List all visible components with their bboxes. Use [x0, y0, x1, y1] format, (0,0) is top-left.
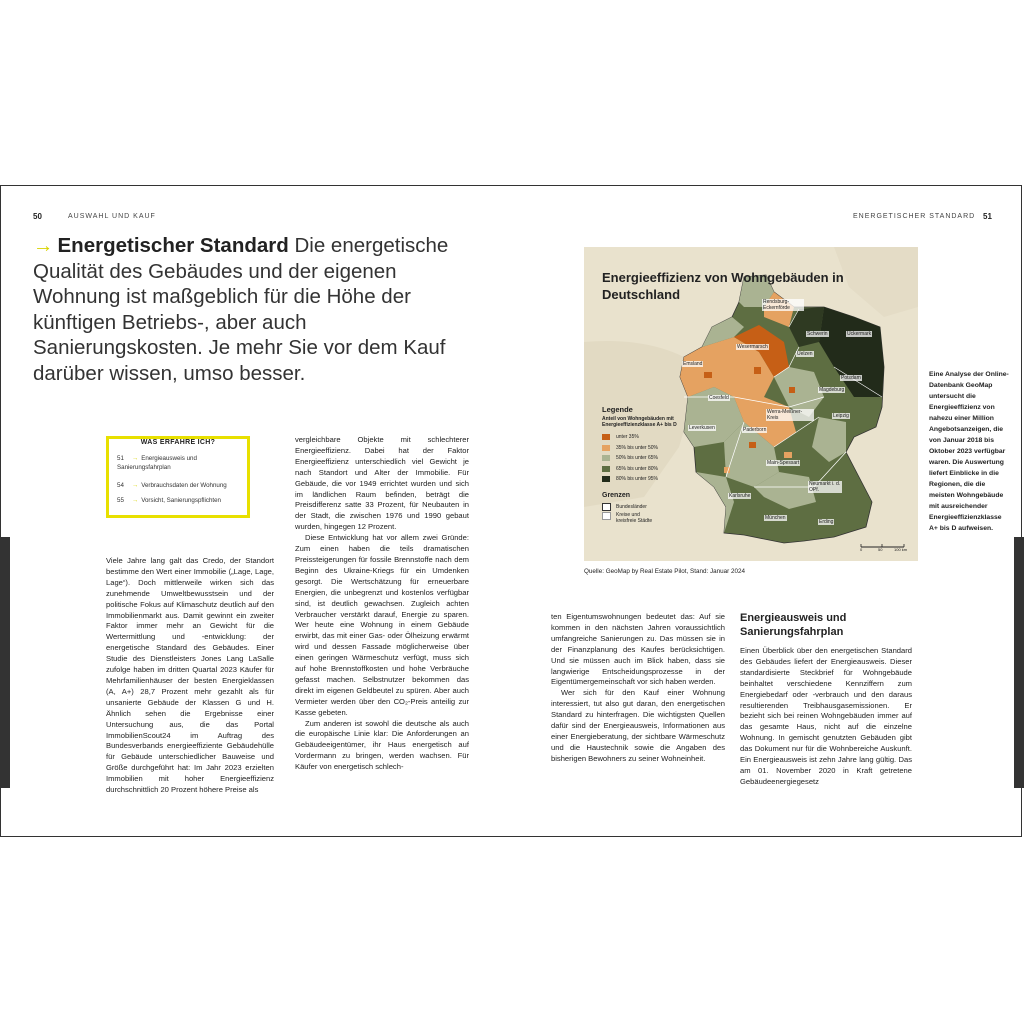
- map-title: Energieeffizienz von Wohngebäuden in Deutschland: [602, 270, 844, 302]
- info-box-title: WAS ERFAHRE ICH?: [136, 439, 220, 446]
- info-box-item[interactable]: [117, 496, 247, 505]
- info-box-item[interactable]: [117, 454, 247, 472]
- energy-map: [584, 247, 918, 561]
- border-swatch: [602, 503, 611, 511]
- paragraph: Zum anderen ist sowohl die deutsche als auch die europäische Linie klar: Die Anforderungen an Gebäudeeigentümer, ihr Haus energetisch auf Vordermann zu bringen, werden wachsen. Für Käufer von energetisch schlech-: [295, 718, 469, 772]
- page-number-right: 51: [983, 212, 992, 221]
- city-label: Uckermark: [847, 331, 872, 337]
- running-head-right: ENERGETISCHER STANDARD: [853, 213, 976, 220]
- legend-swatch: [602, 445, 610, 451]
- city-label: Emsland: [683, 361, 703, 367]
- legend-item: 80% bis unter 95%: [602, 474, 702, 485]
- city-label: Leverkusen: [689, 425, 715, 431]
- border-item: Kreise und kreisfreie Städte: [602, 512, 702, 526]
- paragraph: Diese Entwicklung hat vor allem zwei Gründe: Zum einen haben die teils dramatischen Preissteigerungen für fossile Brennstoffe nach dem Beginn des Ukraine-Kriegs für ein Umdenken gesorgt. Die Wertschätzung für erneuerbare Energien, die unbegrenzt und kostenlos verfügbar sind, ist deutlich gewachsen. Zugleich achten Verbraucher verstärkt darauf, Energie zu sparen. Wer heute eine Wohnung in einem Gebäude erwirbt, das mit einer Gas- oder Ölheizung erwärmt wird und dessen Fassade möglicherweise über einen geringen Wärmeschutz verfügt, muss sich auf hohe Brennstoffkosten und hohe Verbräuche gefasst machen. Selbstnutzer bekommen das direkt im eigenen Geldbeutel zu spüren. Aber auch Vermieter werden über den CO₂-Preis anteilig zur Kasse gebeten.: [295, 533, 469, 717]
- city-label: Karlsruhe: [729, 493, 751, 499]
- info-box: [106, 436, 250, 518]
- info-item-text: Vorsicht, Sanierungspflichten: [141, 497, 221, 504]
- city-label: München: [765, 515, 786, 521]
- headline-text: Die energetische Qualität des Gebäudes und der eigenen Wohnung ist maßgeblich für die Höhe der künftigen Betriebs-, aber auch Sanierungskosten. Je mehr Sie vor dem Kauf darüber wissen, umso besser.: [33, 234, 449, 385]
- scale-label: 100 km: [894, 547, 908, 552]
- map-legend: [602, 405, 702, 526]
- legend-swatch: [602, 476, 610, 482]
- legend-subtitle: Anteil von Wohngebäuden mit Energieeffizienzklasse A+ bis D: [602, 416, 677, 428]
- page-number-left: 50: [33, 212, 42, 221]
- running-head-left: AUSWAHL UND KAUF: [68, 213, 156, 220]
- headline-title: Energetischer Standard: [57, 234, 289, 257]
- city-label: Paderborn: [743, 427, 767, 433]
- legend-swatch: [602, 455, 610, 461]
- legend-item: unter 35%: [602, 432, 702, 443]
- city-label: Uelzen: [797, 351, 813, 357]
- paragraph: vergleichbare Objekte mit schlechterer Energieeffizienz. Dabei hat der Faktor Energieeffizienz unterschiedlich viel Gewicht je nach Standort und Alter der Immobilie. Für Gebäude, die vor 1949 errichtet wurden und sich im ländlichen Raum befinden, beträgt die Preisdifferenz satte 33 Prozent, für Neubauten in der Stadt, die zwischen 1976 und 1990 gebaut wurden, hingegen 12 Prozent.: [295, 435, 469, 532]
- city-label: Leipzig: [833, 413, 849, 419]
- legend-title: Legende: [602, 405, 633, 414]
- city-label: Main-Spessart: [767, 460, 800, 466]
- arrow-icon: →: [33, 234, 54, 257]
- city-label: Neumarkt i. d. OPf.: [809, 481, 841, 493]
- city-label: Potsdam: [841, 375, 861, 381]
- body-column-3: [551, 612, 725, 765]
- body-column-1: [106, 556, 274, 796]
- city-label: Werra-Meißner-Kreis: [766, 409, 814, 421]
- legend-item: 50% bis unter 65%: [602, 453, 702, 464]
- borders-title: Grenzen: [602, 491, 631, 499]
- legend-item: 35% bis unter 50%: [602, 443, 702, 454]
- arrow-icon: →: [132, 497, 139, 504]
- right-edge-tab: [1014, 537, 1024, 788]
- legend-item: 65% bis unter 80%: [602, 464, 702, 475]
- arrow-icon: →: [132, 455, 139, 462]
- body-column-2: [295, 435, 469, 773]
- section-heading: Energieausweis und Sanierungsfahrplan: [740, 612, 847, 638]
- city-label: Schwerin: [807, 331, 828, 337]
- city-label: Erding: [819, 519, 834, 525]
- scale-label: 0: [860, 547, 863, 552]
- city-label: Magdeburg: [819, 387, 845, 393]
- map-sidenote: Eine Analyse der Online-Datenbank GeoMap untersucht die Energieeffizienz von nahezu einer Million Angebotsanzeigen, die von Januar 2018 bis Oktober 2023 verfügbar waren. Die Auswertung liefert Einblicke in die Regionen, die die meisten Wohngebäude mit ausreichender Energieeffizienzklasse A+ bis D aufweisen.: [929, 371, 1009, 532]
- border-item: Bundesländer: [602, 502, 702, 513]
- scale-label: 50: [878, 547, 883, 552]
- body-column-4: [740, 646, 912, 788]
- city-label: Rendsburg-Eckernförde: [762, 299, 804, 311]
- city-label: Wesermarsch: [737, 344, 768, 350]
- info-box-item[interactable]: [117, 481, 247, 490]
- info-item-page: 51: [117, 455, 124, 462]
- city-label: Coesfeld: [709, 395, 729, 401]
- info-item-text: Energieausweis und Sanierungsfahrplan: [117, 455, 197, 471]
- info-item-page: 54: [117, 482, 124, 489]
- info-item-text: Verbrauchsdaten der Wohnung: [141, 482, 227, 489]
- paragraph: Wer sich für den Kauf einer Wohnung interessiert, tut also gut daran, den energetischen Standard zu hinterfragen. Die wichtigsten Quellen dafür sind der Energieausweis, Informationen aus einer Energieberatung, der sichtbare Wärmeschutz und die Haustechnik sowie die Angaben des bisherigen Bewohners zu seiner Wohneinheit.: [551, 688, 725, 763]
- paragraph: Viele Jahre lang galt das Credo, der Standort bestimme den Wert einer Immobilie („Lage, Lage, Lage“). Doch mittlerweile wirken sich das zunehmende Umweltbewusstsein und der politische Fokus auf Klimaschutz deutlich auf den Immobilienmarkt aus. Damit gewinnt ein zweiter Faktor immer mehr an Gewicht für die Wertermittlung und -entwicklung: der energetische Standard des Gebäudes. Einer Studie des Dienstleisters Jones Lang LaSalle zufolge haben im dritten Quartal 2023 Käufer für Mehrfamilienhäuser der besten Energieklassen (A, A+) 28,7 Prozent mehr gezahlt als für unsanierte Gebäude der Klassen G und H. Ähnlich sehen die Ergebnisse einer Untersuchung aus, die das Portal ImmobilienScout24 im Auftrag des Bundesverbands energieeffiziente Gebäudehülle für Gebäude unterschiedlicher Bauweise und Größe durchgeführt hat: Im Jahr 2023 erzielten Immobilien mit hoher Energieeffizienz durchschnittlich 20 Prozent höhere Preise als: [106, 556, 274, 795]
- arrow-icon: →: [132, 482, 139, 489]
- paragraph: ten Eigentumswohnungen bedeutet das: Auf sie kommen in den nächsten Jahren voraussichtlich umfangreiche Sanierungen zu. Das müssen sie in der Finanzplanung des Kaufes berücksichtigen. Und sie müssen auch im Blick haben, dass sie langwierige Entscheidungsprozesse in der Eigentümergemeinschaft vor sich haben werden.: [551, 612, 725, 687]
- info-item-page: 55: [117, 497, 124, 504]
- map-caption: Quelle: GeoMap by Real Estate Pilot, Stand: Januar 2024: [584, 568, 746, 575]
- legend-swatch: [602, 466, 610, 472]
- paragraph: Einen Überblick über den energetischen Standard des Gebäudes liefert der Energieausweis. Dieser standardisierte Steckbrief für Wohngebäude beinhaltet verschiedene Kennziffern zum Energiebedarf oder -verbrauch und den daraus resultierenden Treibhausgasemissionen. Er bezieht sich bei reinen Wohngebäuden immer auf das gesamte Haus, nicht auf die einzelne Wohnung. In gemischt genutzten Gebäuden gibt das Dokument nur für die Wohnbereiche Auskunft. Ein Energieausweis ist zehn Jahre lang gültig. Das am 01. November 2020 in Kraft getretene Gebäudeenergiegesetz: [740, 646, 912, 786]
- intro-headline: [33, 233, 453, 386]
- left-edge-tab: [0, 537, 10, 788]
- border-swatch: [602, 512, 611, 520]
- legend-swatch: [602, 434, 610, 440]
